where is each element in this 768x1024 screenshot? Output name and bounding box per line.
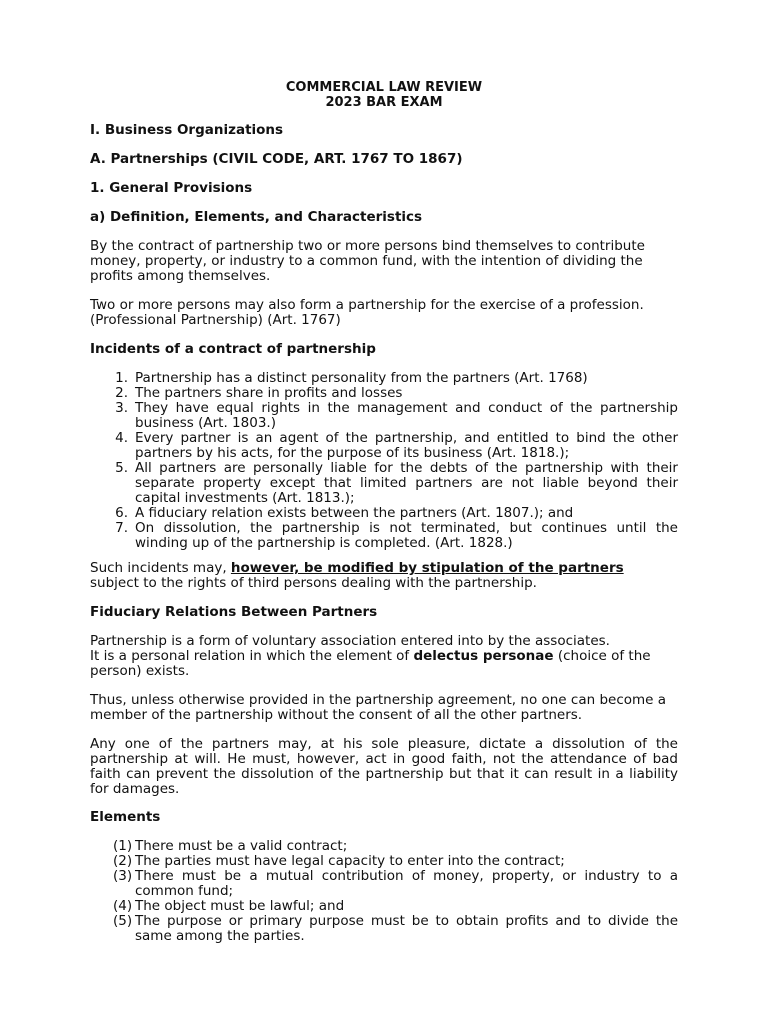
list-item: 6. A fiduciary relation exists between the partners (Art. 1807.); and bbox=[115, 505, 574, 521]
heading-business-organizations: I. Business Organizations bbox=[90, 122, 284, 138]
heading-definition: a) Definition, Elements, and Characteristics bbox=[90, 209, 423, 225]
profession-paragraph bbox=[90, 298, 678, 328]
list-item: (2) The parties must have legal capacity to enter into the contract; bbox=[113, 853, 565, 869]
delectus-personae: delectus personae bbox=[413, 648, 554, 664]
list-item: 3. They have equal rights in the management and conduct of the partnership business (Art. 1803.) bbox=[115, 400, 678, 431]
title-line-1: COMMERCIAL LAW REVIEW bbox=[285, 80, 483, 95]
profession-line-2: (Professional Partnership) (Art. 1767) bbox=[90, 312, 341, 328]
modification-paragraph bbox=[90, 561, 678, 591]
fiduciary-line-2: It is a personal relation in which the element of delectus personae (choice of the person) exists. bbox=[90, 648, 651, 679]
dissolution-paragraph: Any one of the partners may, at his sole pleasure, dictate a dissolution of the partnership at will. He must, however, act in good faith, not the attendance of bad faith can prevent the dissolution of the partnership but that it can result in a liability for damages. bbox=[90, 736, 678, 797]
elements-list bbox=[90, 839, 678, 944]
document-title bbox=[90, 80, 678, 110]
fiduciary-line-1: Partnership is a form of voluntary association entered into by the associates. bbox=[90, 633, 610, 649]
list-item: 5. All partners are personally liable for the debts of the partnership with their separate property except that limited partners are not liable beyond their capital investments (Art. 1813.); bbox=[115, 460, 678, 506]
list-item: 2. The partners share in profits and losses bbox=[115, 385, 403, 401]
heading-incidents: Incidents of a contract of partnership bbox=[90, 341, 376, 357]
list-item: (5) The purpose or primary purpose must be to obtain profits and to divide the same among the parties. bbox=[113, 913, 678, 944]
modification-text-pre: Such incidents may, bbox=[90, 560, 231, 576]
list-item: (4) The object must be lawful; and bbox=[113, 898, 345, 914]
modification-text-post: subject to the rights of third persons dealing with the partnership. bbox=[90, 575, 537, 591]
list-item: 7. On dissolution, the partnership is not terminated, but continues until the winding up of the partnership is completed. (Art. 1828.) bbox=[115, 520, 678, 551]
list-item: (3) There must be a mutual contribution of money, property, or industry to a common fund; bbox=[113, 868, 678, 899]
incidents-list bbox=[90, 371, 678, 551]
heading-general-provisions: 1. General Provisions bbox=[90, 180, 253, 196]
heading-elements: Elements bbox=[90, 809, 161, 825]
heading-fiduciary: Fiduciary Relations Between Partners bbox=[90, 604, 378, 620]
consent-paragraph: Thus, unless otherwise provided in the partnership agreement, no one can become a member of the partnership without the consent of all the other partners. bbox=[90, 692, 667, 723]
heading-partnerships: A. Partnerships (CIVIL CODE, ART. 1767 TO 1867) bbox=[90, 151, 463, 167]
list-item: 4. Every partner is an agent of the partnership, and entitled to bind the other partners by his acts, for the purpose of its business (Art. 1818.); bbox=[115, 430, 678, 461]
definition-paragraph: By the contract of partnership two or more persons bind themselves to contribute money, property, or industry to a common fund, with the intention of dividing the profits among themselves. bbox=[90, 238, 645, 284]
list-item: 1. Partnership has a distinct personality from the partners (Art. 1768) bbox=[115, 370, 588, 386]
modification-emphasis: however, be modified by stipulation of the partners bbox=[230, 560, 624, 576]
list-item: (1) There must be a valid contract; bbox=[113, 838, 348, 854]
title-line-2: 2023 BAR EXAM bbox=[325, 95, 443, 110]
fiduciary-paragraph bbox=[90, 634, 678, 679]
profession-line-1: Two or more persons may also form a partnership for the exercise of a profession. bbox=[90, 297, 644, 313]
